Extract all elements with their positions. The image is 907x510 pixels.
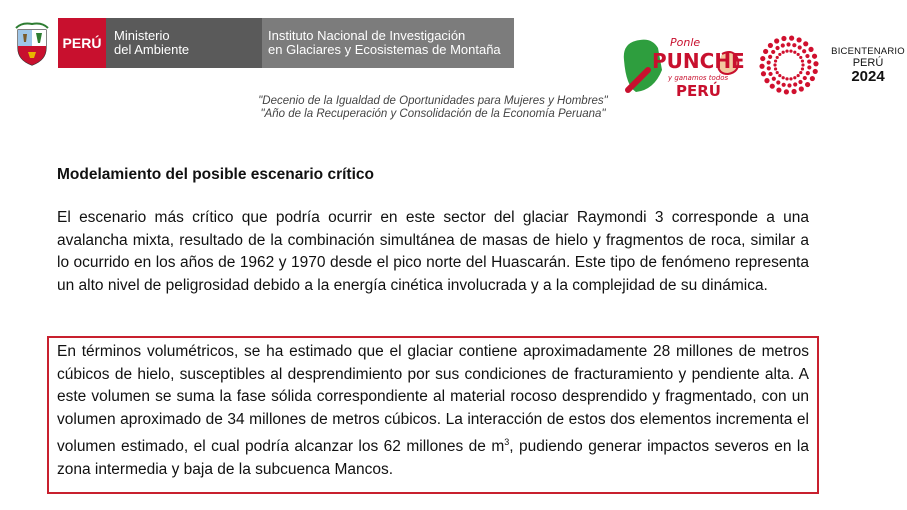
decade-slogans xyxy=(240,95,626,121)
emblem-dot xyxy=(791,89,796,94)
emblem-dot xyxy=(793,76,796,79)
emblem-dot xyxy=(805,82,810,87)
emblem-dot xyxy=(774,67,777,70)
institute-label xyxy=(262,18,514,68)
emblem-dot xyxy=(768,43,773,48)
emblem-dot xyxy=(810,76,815,81)
emblem-dot xyxy=(781,43,785,47)
emblem-dot xyxy=(759,64,764,69)
emblem-dot xyxy=(774,38,779,43)
emblem-dot xyxy=(792,43,796,47)
emblem-dot xyxy=(799,56,802,59)
ministry-label xyxy=(106,18,262,68)
coat-of-arms-icon xyxy=(14,22,50,66)
emblem-dot xyxy=(799,86,804,91)
emblem-dot xyxy=(799,71,802,74)
emblem-dot xyxy=(793,51,796,54)
emblem-dot xyxy=(801,67,804,70)
bicent-line2: PERÚ xyxy=(852,57,884,69)
emblem-dot xyxy=(807,60,811,64)
government-brand-bar xyxy=(58,18,514,68)
emblem-dot xyxy=(812,54,817,59)
section-title-wrapper xyxy=(57,166,809,188)
emblem-dot xyxy=(813,69,818,74)
emblem-dot xyxy=(806,71,810,75)
emblem-dot xyxy=(784,89,789,94)
punche-word-ganamos: y ganamos todos xyxy=(668,74,729,82)
paragraph-volumes-text-end: , pudiendo generar impactos severos en la zona intermedia y baja de la subcuenca Mancos. xyxy=(57,438,809,478)
emblem-dot xyxy=(774,59,777,62)
emblem-dot xyxy=(776,56,779,59)
ponle-punche-logo xyxy=(618,30,746,104)
emblem-dot xyxy=(772,77,776,81)
emblem-dot xyxy=(785,50,788,53)
emblem-dot xyxy=(796,37,801,42)
institute-line2: en Glaciares y Ecosistemas de Montaña xyxy=(268,42,501,57)
emblem-dot xyxy=(807,65,811,69)
emblem-dot xyxy=(771,50,775,54)
emblem-dot xyxy=(797,53,800,56)
decade-line2: "Año de la Recuperación y Consolidación de la Economía Peruana" xyxy=(260,108,606,120)
emblem-dot xyxy=(787,83,791,87)
emblem-dot xyxy=(775,46,779,50)
emblem-dot xyxy=(786,42,790,46)
bicentenario-logo-icon xyxy=(756,32,822,98)
emblem-dot xyxy=(770,84,775,89)
emblem-dot xyxy=(797,74,800,77)
emblem-dot xyxy=(776,80,780,84)
emblem-dot xyxy=(767,60,771,64)
emblem-dot xyxy=(798,80,802,84)
institute-line1: Instituto Nacional de Investigación xyxy=(268,28,466,43)
emblem-dot xyxy=(793,82,797,86)
emblem-dot xyxy=(805,54,809,58)
emblem-dot xyxy=(798,45,802,49)
punche-word-ponle: Ponle xyxy=(670,36,701,49)
section-title: Modelamiento del posible escenario crítico xyxy=(57,166,374,183)
emblem-dot xyxy=(782,51,785,54)
emblem-dot xyxy=(802,49,806,53)
emblem-dot xyxy=(789,77,792,80)
letterhead xyxy=(0,0,907,130)
emblem-dot xyxy=(813,61,818,66)
gov-country-label: PERÚ xyxy=(58,18,106,68)
ministry-line2: del Ambiente xyxy=(114,42,190,57)
emblem-dot xyxy=(773,63,776,66)
decade-line1: "Decenio de la Igualdad de Oportunidades para Mujeres y Hombres" xyxy=(258,95,608,107)
emblem-dot xyxy=(778,53,781,56)
emblem-dot xyxy=(778,74,781,77)
emblem-dot xyxy=(803,76,807,80)
punche-word-punche: PUNCHE xyxy=(652,49,745,73)
emblem-dot xyxy=(782,83,786,87)
ministry-line1: Ministerio xyxy=(114,28,170,43)
emblem-dot xyxy=(760,56,765,61)
paragraph-scenario: El escenario más crítico que podría ocurrir en este sector del glaciar Raymondi 3 corresponde a una avalancha mixta, resultado de la combinación simultánea de masas de hielo y fragmentos de roca, similar a lo ocurrido en los años de 1962 y 1970 desde el pico norte del Huascarán. Este tipo de fenómeno representa un alto nivel de peligrosidad debido a la energía cinética involucrada y a la complejidad de su dinámica. xyxy=(57,209,809,294)
emblem-dot xyxy=(763,49,768,54)
emblem-dot xyxy=(781,36,786,41)
punche-word-peru: PERÚ xyxy=(676,82,721,100)
emblem-dot xyxy=(789,36,794,41)
bicentenario-label xyxy=(828,46,907,84)
paragraph-volumes xyxy=(57,341,809,481)
emblem-dot xyxy=(767,66,771,70)
emblem-dot xyxy=(764,78,769,83)
bicent-line3: 2024 xyxy=(851,68,885,85)
emblem-dot xyxy=(808,47,813,52)
paragraph-volumes-text: En términos volumétricos, se ha estimado que el glaciar contiene aproximadamente 28 millones de metros cúbicos de hielo, susceptibles al desprendimiento por sus condiciones de fracturamiento y pendiente alta. A este volumen se suma la fase sólida correspondiente al material rocoso desprendido y fragmentado, con un volumen aproximado de 34 millones de metros cúbicos. La interacción de estos dos elementos incrementa el volumen estimado, el cual podría alcanzar los 62 millones de m xyxy=(57,343,809,456)
bicent-line1: BICENTENARIO xyxy=(831,46,905,57)
emblem-dot xyxy=(801,63,804,66)
emblem-dot xyxy=(768,55,772,59)
emblem-dot xyxy=(801,59,804,62)
emblem-dot xyxy=(776,71,779,74)
emblem-dot xyxy=(776,87,781,92)
emblem-dot xyxy=(768,72,772,76)
emblem-dot xyxy=(789,50,792,53)
emblem-dot xyxy=(785,77,788,80)
cubic-superscript: 3 xyxy=(504,437,510,447)
emblem-dot xyxy=(761,71,766,76)
emblem-dot xyxy=(782,76,785,79)
emblem-dot xyxy=(803,41,808,46)
